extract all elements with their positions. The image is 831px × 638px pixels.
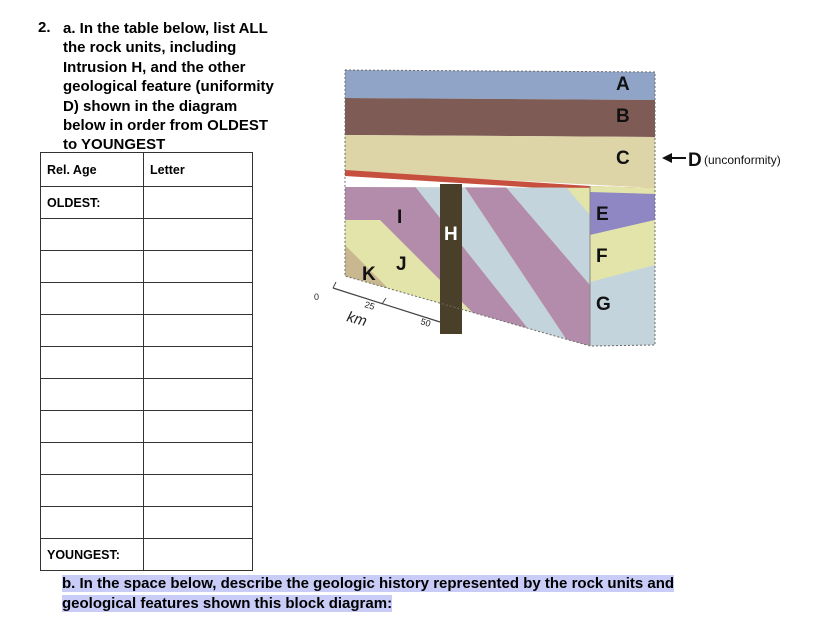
question-line: to YOUNGEST <box>63 136 166 154</box>
table-row <box>41 539 253 571</box>
letter-cell[interactable] <box>144 411 253 443</box>
letter-cell[interactable] <box>144 539 253 571</box>
table-row <box>41 219 253 251</box>
block-diagram <box>300 60 820 360</box>
table-row <box>41 315 253 347</box>
question-line: the rock units, including <box>63 39 237 57</box>
label-f: F <box>596 246 608 267</box>
scale-label-25: 25 <box>363 299 376 312</box>
table-row <box>41 251 253 283</box>
table-row <box>41 507 253 539</box>
rel-age-cell: OLDEST: <box>41 187 144 219</box>
label-d-note: (unconformity) <box>704 153 781 167</box>
question-line: geological feature (uniformity <box>63 78 274 96</box>
label-j: J <box>396 254 407 275</box>
rel-age-cell <box>41 347 144 379</box>
label-g: G <box>596 294 611 315</box>
question-line: a. In the table below, list ALL <box>63 20 268 37</box>
question-line: below in order from OLDEST <box>63 117 269 135</box>
table-row <box>41 411 253 443</box>
rel-age-cell <box>41 251 144 283</box>
arrow-d-head <box>662 153 672 163</box>
table-row <box>41 283 253 315</box>
label-h: H <box>444 224 458 245</box>
intrusion-h <box>440 184 462 334</box>
letter-cell[interactable] <box>144 443 253 475</box>
table-row <box>41 475 253 507</box>
letter-cell[interactable] <box>144 507 253 539</box>
rel-age-cell <box>41 507 144 539</box>
part-b-line: geological features shown this block diagram: <box>62 594 393 612</box>
label-b: B <box>616 106 630 127</box>
table-header-row <box>41 153 253 187</box>
letter-cell[interactable] <box>144 475 253 507</box>
rel-age-cell <box>41 411 144 443</box>
label-a: A <box>616 74 630 95</box>
label-i: I <box>397 207 403 228</box>
rel-age-cell <box>41 443 144 475</box>
letter-cell[interactable] <box>144 251 253 283</box>
part-b-line: b. In the space below, describe the geologic history represented by the rock units and <box>62 575 675 592</box>
rel-age-cell <box>41 475 144 507</box>
table-row <box>41 187 253 219</box>
question-line: Intrusion H, and the other <box>63 58 246 76</box>
letter-cell[interactable] <box>144 219 253 251</box>
rel-age-cell: YOUNGEST: <box>41 539 144 571</box>
letter-cell[interactable] <box>144 283 253 315</box>
scale-label-50: 50 <box>419 316 432 329</box>
label-e: E <box>596 204 609 225</box>
rel-age-cell <box>41 219 144 251</box>
scale-tick <box>382 298 386 304</box>
table-row <box>41 379 253 411</box>
part-b-prompt <box>62 574 674 613</box>
scale-label-0: 0 <box>314 292 320 302</box>
scale-tick <box>333 282 336 288</box>
relative-age-table <box>40 152 253 571</box>
label-c: C <box>616 148 630 169</box>
rel-age-cell <box>41 379 144 411</box>
letter-cell[interactable] <box>144 379 253 411</box>
question-prompt <box>63 19 303 155</box>
layer-a <box>345 70 655 100</box>
scale-unit: km <box>344 308 369 331</box>
table-row <box>41 347 253 379</box>
label-d: D <box>688 150 702 171</box>
question-line: D) shown in the diagram <box>63 97 238 115</box>
rel-age-cell <box>41 315 144 347</box>
layer-c <box>345 135 655 188</box>
letter-cell[interactable] <box>144 315 253 347</box>
header-rel-age: Rel. Age <box>41 153 144 187</box>
letter-cell[interactable] <box>144 347 253 379</box>
header-letter: Letter <box>144 153 253 187</box>
letter-cell[interactable] <box>144 187 253 219</box>
layer-b <box>345 98 655 137</box>
question-number: 2. <box>38 19 51 36</box>
label-k: K <box>362 264 376 285</box>
rel-age-cell <box>41 283 144 315</box>
table-row <box>41 443 253 475</box>
